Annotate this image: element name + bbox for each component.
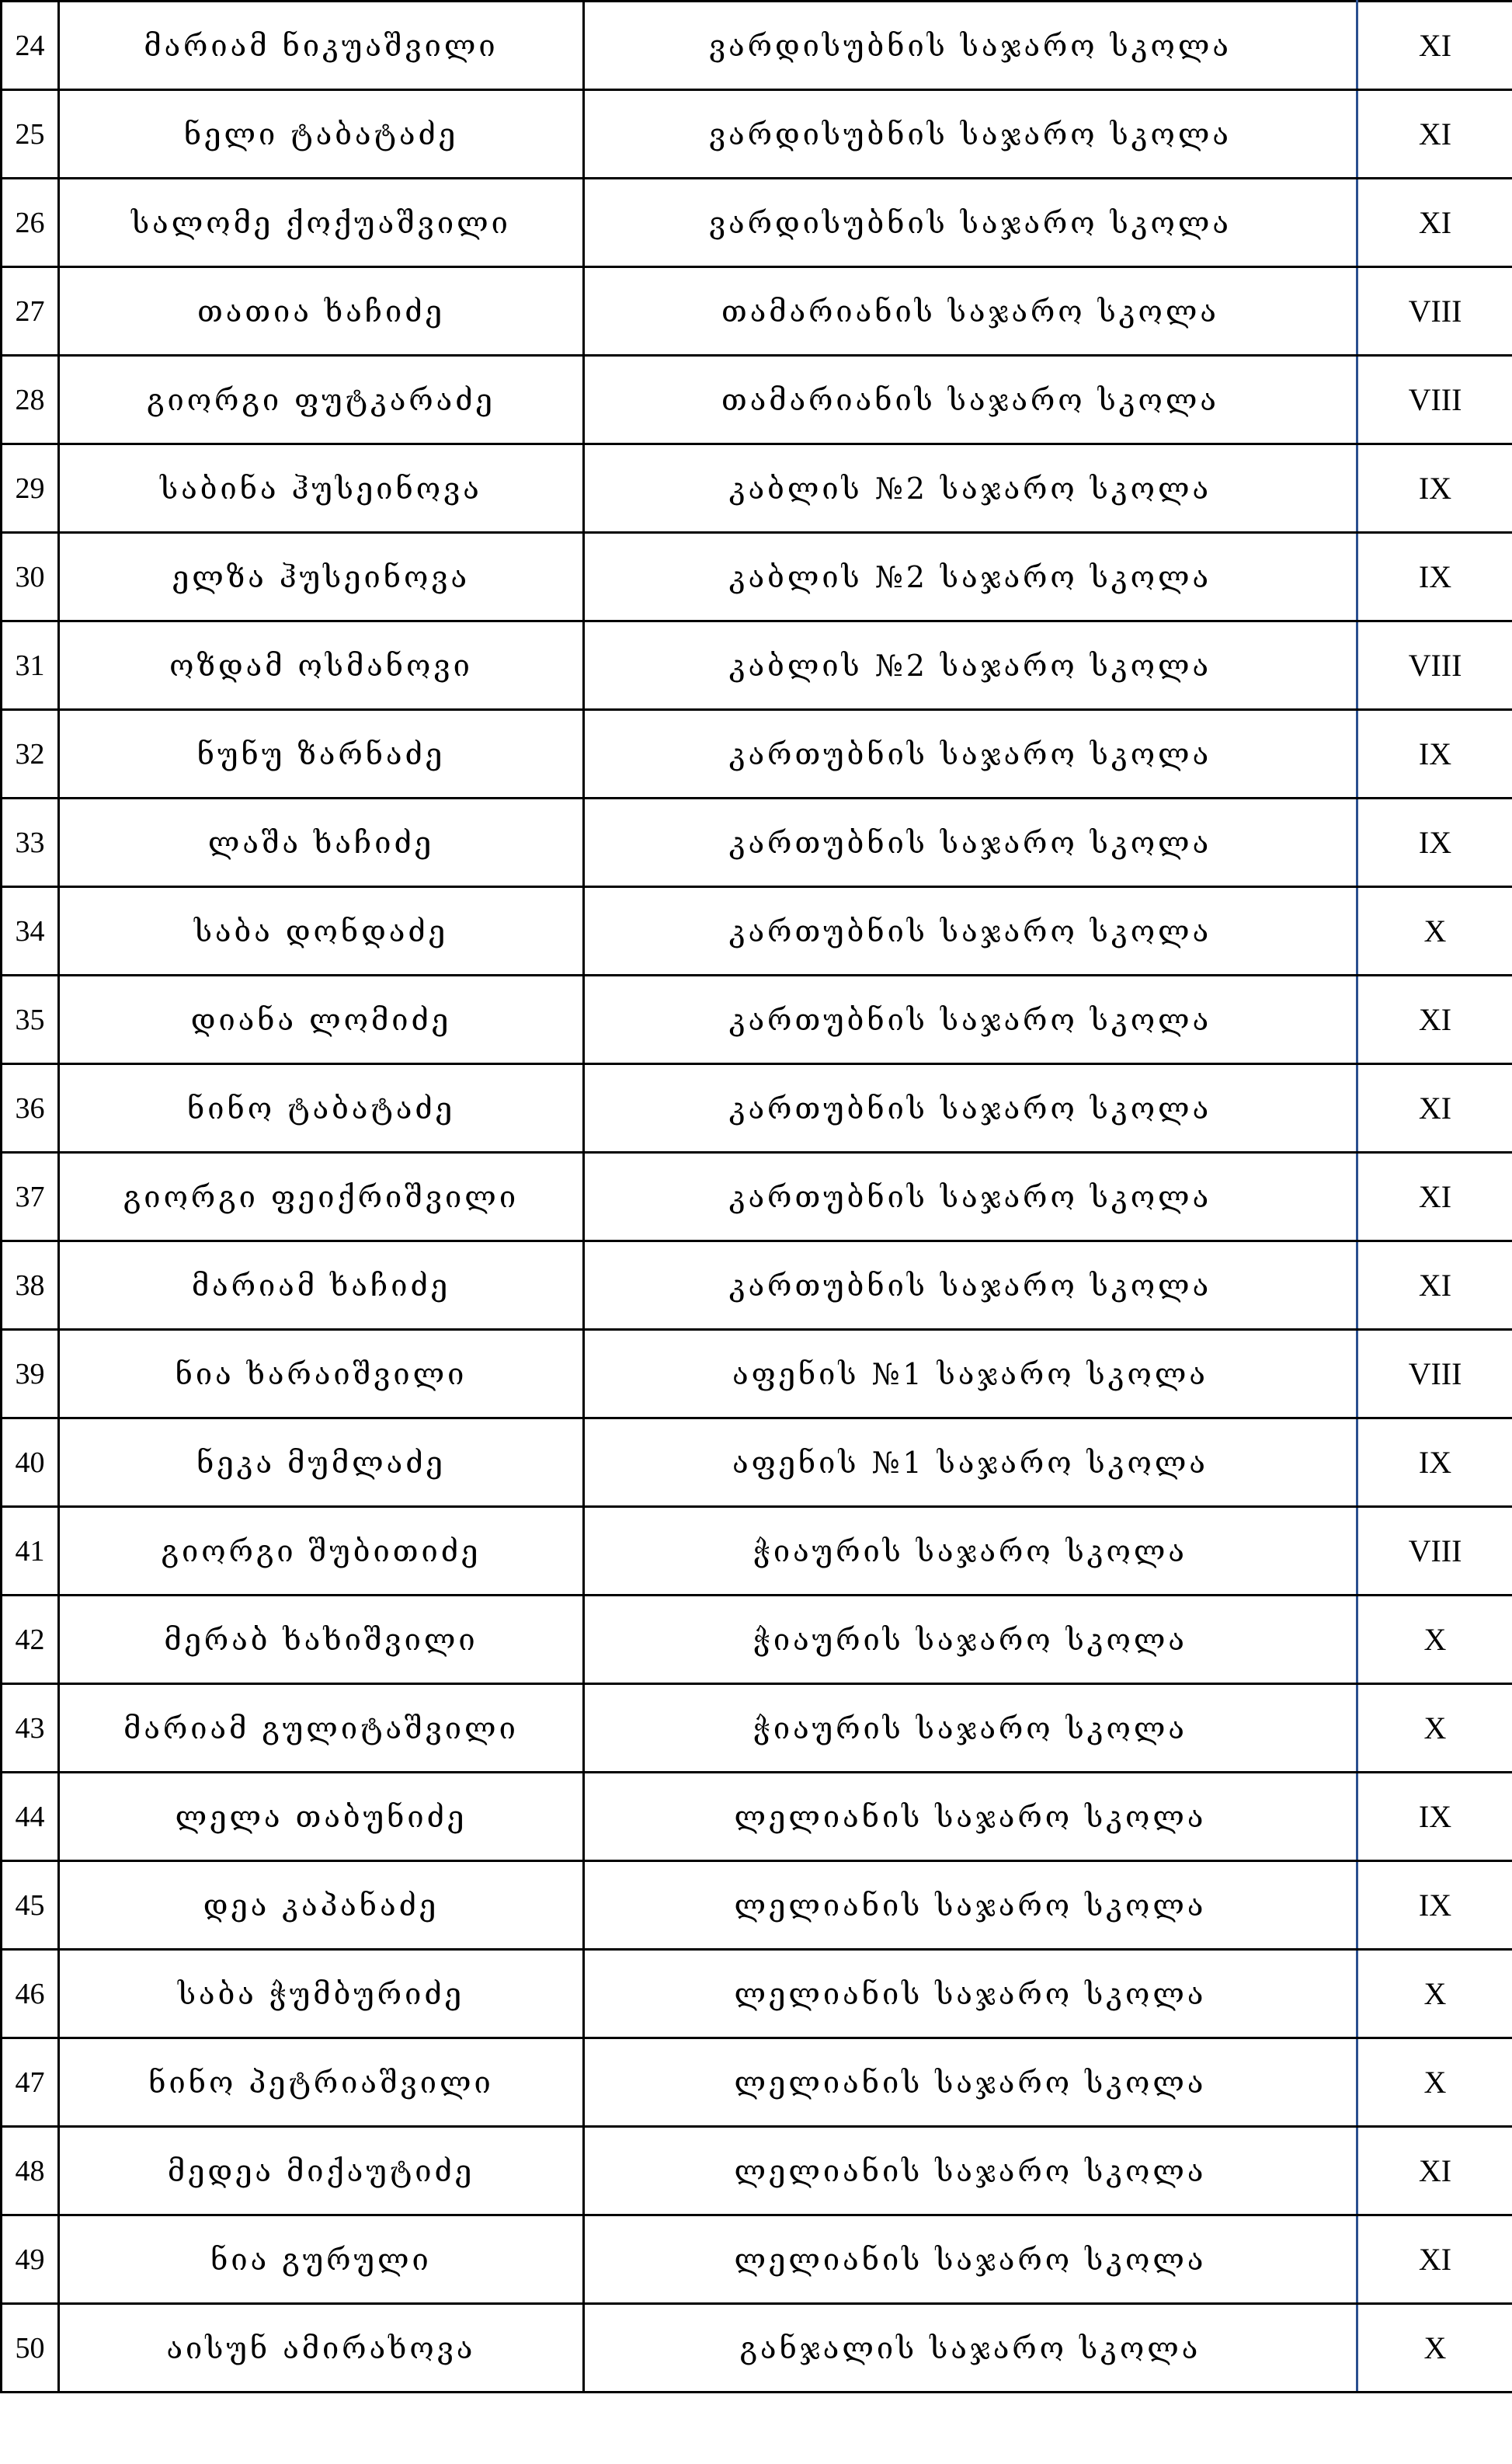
row-number-cell: 27: [2, 267, 59, 356]
student-name-cell: მარიამ ნიკუაშვილი: [59, 2, 584, 90]
table-body: [2, 2, 1512, 2393]
table-row: [2, 976, 1512, 1064]
table-row: [2, 1330, 1512, 1418]
row-number-cell: 37: [2, 1153, 59, 1241]
student-name-cell: ოზდამ ოსმანოვი: [59, 621, 584, 710]
table-row: [2, 90, 1512, 179]
table-row: [2, 2304, 1512, 2393]
grade-cell: VIII: [1357, 1330, 1512, 1418]
grade-cell: X: [1357, 2304, 1512, 2393]
student-name-cell: ლელა თაბუნიძე: [59, 1773, 584, 1861]
school-name-cell: ლელიანის საჯარო სკოლა: [584, 2038, 1357, 2127]
student-name-cell: დეა კაპანაძე: [59, 1861, 584, 1950]
row-number-cell: 46: [2, 1950, 59, 2038]
school-name-cell: კართუბნის საჯარო სკოლა: [584, 799, 1357, 887]
table-row: [2, 799, 1512, 887]
row-number-cell: 45: [2, 1861, 59, 1950]
table-row: [2, 2127, 1512, 2215]
school-name-cell: თამარიანის საჯარო სკოლა: [584, 356, 1357, 444]
grade-cell: X: [1357, 1596, 1512, 1684]
grade-cell: VIII: [1357, 267, 1512, 356]
row-number-cell: 33: [2, 799, 59, 887]
table-row: [2, 1861, 1512, 1950]
row-number-cell: 50: [2, 2304, 59, 2393]
grade-cell: IX: [1357, 444, 1512, 533]
school-name-cell: კართუბნის საჯარო სკოლა: [584, 1241, 1357, 1330]
row-number-cell: 42: [2, 1596, 59, 1684]
row-number-cell: 28: [2, 356, 59, 444]
grade-cell: XI: [1357, 976, 1512, 1064]
table-row: [2, 1064, 1512, 1153]
school-name-cell: კაბლის №2 საჯარო სკოლა: [584, 533, 1357, 621]
school-name-cell: ლელიანის საჯარო სკოლა: [584, 2127, 1357, 2215]
table-row: [2, 1773, 1512, 1861]
row-number-cell: 30: [2, 533, 59, 621]
row-number-cell: 47: [2, 2038, 59, 2127]
school-name-cell: თამარიანის საჯარო სკოლა: [584, 267, 1357, 356]
school-name-cell: ლელიანის საჯარო სკოლა: [584, 1773, 1357, 1861]
table-row: [2, 1950, 1512, 2038]
table-row: [2, 179, 1512, 267]
table-row: [2, 356, 1512, 444]
school-name-cell: კაბლის №2 საჯარო სკოლა: [584, 621, 1357, 710]
student-name-cell: ნეკა მუმლაძე: [59, 1418, 584, 1507]
student-name-cell: დიანა ლომიძე: [59, 976, 584, 1064]
school-name-cell: ვარდისუბნის საჯარო სკოლა: [584, 2, 1357, 90]
grade-cell: XI: [1357, 2, 1512, 90]
student-name-cell: საბა დონდაძე: [59, 887, 584, 976]
table-row: [2, 267, 1512, 356]
table-row: [2, 2038, 1512, 2127]
student-name-cell: სალომე ქოქუაშვილი: [59, 179, 584, 267]
school-name-cell: ლელიანის საჯარო სკოლა: [584, 1950, 1357, 2038]
row-number-cell: 25: [2, 90, 59, 179]
table-row: [2, 2215, 1512, 2304]
student-name-cell: ნინო ტაბატაძე: [59, 1064, 584, 1153]
student-name-cell: თათია ხაჩიძე: [59, 267, 584, 356]
school-name-cell: კართუბნის საჯარო სკოლა: [584, 976, 1357, 1064]
table-row: [2, 2, 1512, 90]
row-number-cell: 39: [2, 1330, 59, 1418]
grade-cell: X: [1357, 1950, 1512, 2038]
grade-cell: XI: [1357, 1153, 1512, 1241]
grade-cell: X: [1357, 887, 1512, 976]
grade-cell: XI: [1357, 1241, 1512, 1330]
student-name-cell: მედეა მიქაუტიძე: [59, 2127, 584, 2215]
grade-cell: XI: [1357, 1064, 1512, 1153]
row-number-cell: 24: [2, 2, 59, 90]
school-name-cell: კართუბნის საჯარო სკოლა: [584, 710, 1357, 799]
student-name-cell: ნელი ტაბატაძე: [59, 90, 584, 179]
grade-cell: VIII: [1357, 621, 1512, 710]
grade-cell: XI: [1357, 179, 1512, 267]
table-row: [2, 710, 1512, 799]
student-name-cell: ელზა ჰუსეინოვა: [59, 533, 584, 621]
row-number-cell: 29: [2, 444, 59, 533]
student-name-cell: გიორგი ფუტკარაძე: [59, 356, 584, 444]
row-number-cell: 31: [2, 621, 59, 710]
school-name-cell: კართუბნის საჯარო სკოლა: [584, 887, 1357, 976]
school-name-cell: ჭიაურის საჯარო სკოლა: [584, 1507, 1357, 1596]
grade-cell: XI: [1357, 2127, 1512, 2215]
school-name-cell: განჯალის საჯარო სკოლა: [584, 2304, 1357, 2393]
grade-cell: XI: [1357, 90, 1512, 179]
school-name-cell: ვარდისუბნის საჯარო სკოლა: [584, 179, 1357, 267]
row-number-cell: 38: [2, 1241, 59, 1330]
student-name-cell: მარიამ ხაჩიძე: [59, 1241, 584, 1330]
row-number-cell: 35: [2, 976, 59, 1064]
row-number-cell: 40: [2, 1418, 59, 1507]
student-name-cell: საბა ჭუმბურიძე: [59, 1950, 584, 2038]
student-name-cell: ნინო პეტრიაშვილი: [59, 2038, 584, 2127]
grade-cell: VIII: [1357, 356, 1512, 444]
student-name-cell: ნია გურული: [59, 2215, 584, 2304]
student-name-cell: საბინა ჰუსეინოვა: [59, 444, 584, 533]
grade-cell: VIII: [1357, 1507, 1512, 1596]
table-row: [2, 887, 1512, 976]
school-name-cell: კაბლის №2 საჯარო სკოლა: [584, 444, 1357, 533]
table-row: [2, 444, 1512, 533]
grade-cell: XI: [1357, 2215, 1512, 2304]
grade-cell: IX: [1357, 533, 1512, 621]
row-number-cell: 32: [2, 710, 59, 799]
grade-cell: IX: [1357, 1418, 1512, 1507]
table-row: [2, 1418, 1512, 1507]
school-name-cell: აფენის №1 საჯარო სკოლა: [584, 1330, 1357, 1418]
table-row: [2, 621, 1512, 710]
student-name-cell: მარიამ გულიტაშვილი: [59, 1684, 584, 1773]
student-name-cell: გიორგი ფეიქრიშვილი: [59, 1153, 584, 1241]
row-number-cell: 41: [2, 1507, 59, 1596]
school-name-cell: კართუბნის საჯარო სკოლა: [584, 1153, 1357, 1241]
student-name-cell: ლაშა ხაჩიძე: [59, 799, 584, 887]
table-row: [2, 533, 1512, 621]
table-row: [2, 1241, 1512, 1330]
student-name-cell: აისუნ ამირახოვა: [59, 2304, 584, 2393]
table-row: [2, 1596, 1512, 1684]
row-number-cell: 26: [2, 179, 59, 267]
grade-cell: IX: [1357, 799, 1512, 887]
school-name-cell: ლელიანის საჯარო სკოლა: [584, 2215, 1357, 2304]
row-number-cell: 34: [2, 887, 59, 976]
row-number-cell: 36: [2, 1064, 59, 1153]
table-row: [2, 1153, 1512, 1241]
table-row: [2, 1684, 1512, 1773]
school-name-cell: კართუბნის საჯარო სკოლა: [584, 1064, 1357, 1153]
grade-cell: X: [1357, 1684, 1512, 1773]
row-number-cell: 43: [2, 1684, 59, 1773]
student-name-cell: გიორგი შუბითიძე: [59, 1507, 584, 1596]
student-name-cell: ნუნუ ზარნაძე: [59, 710, 584, 799]
school-name-cell: ვარდისუბნის საჯარო სკოლა: [584, 90, 1357, 179]
grade-cell: IX: [1357, 1861, 1512, 1950]
school-name-cell: ჭიაურის საჯარო სკოლა: [584, 1684, 1357, 1773]
school-name-cell: ლელიანის საჯარო სკოლა: [584, 1861, 1357, 1950]
row-number-cell: 44: [2, 1773, 59, 1861]
student-name-cell: ნია ხარაიშვილი: [59, 1330, 584, 1418]
grade-cell: IX: [1357, 710, 1512, 799]
student-name-cell: მერაბ ხახიშვილი: [59, 1596, 584, 1684]
school-name-cell: ჭიაურის საჯარო სკოლა: [584, 1596, 1357, 1684]
row-number-cell: 49: [2, 2215, 59, 2304]
table-row: [2, 1507, 1512, 1596]
grade-cell: X: [1357, 2038, 1512, 2127]
row-number-cell: 48: [2, 2127, 59, 2215]
school-name-cell: აფენის №1 საჯარო სკოლა: [584, 1418, 1357, 1507]
grade-cell: IX: [1357, 1773, 1512, 1861]
